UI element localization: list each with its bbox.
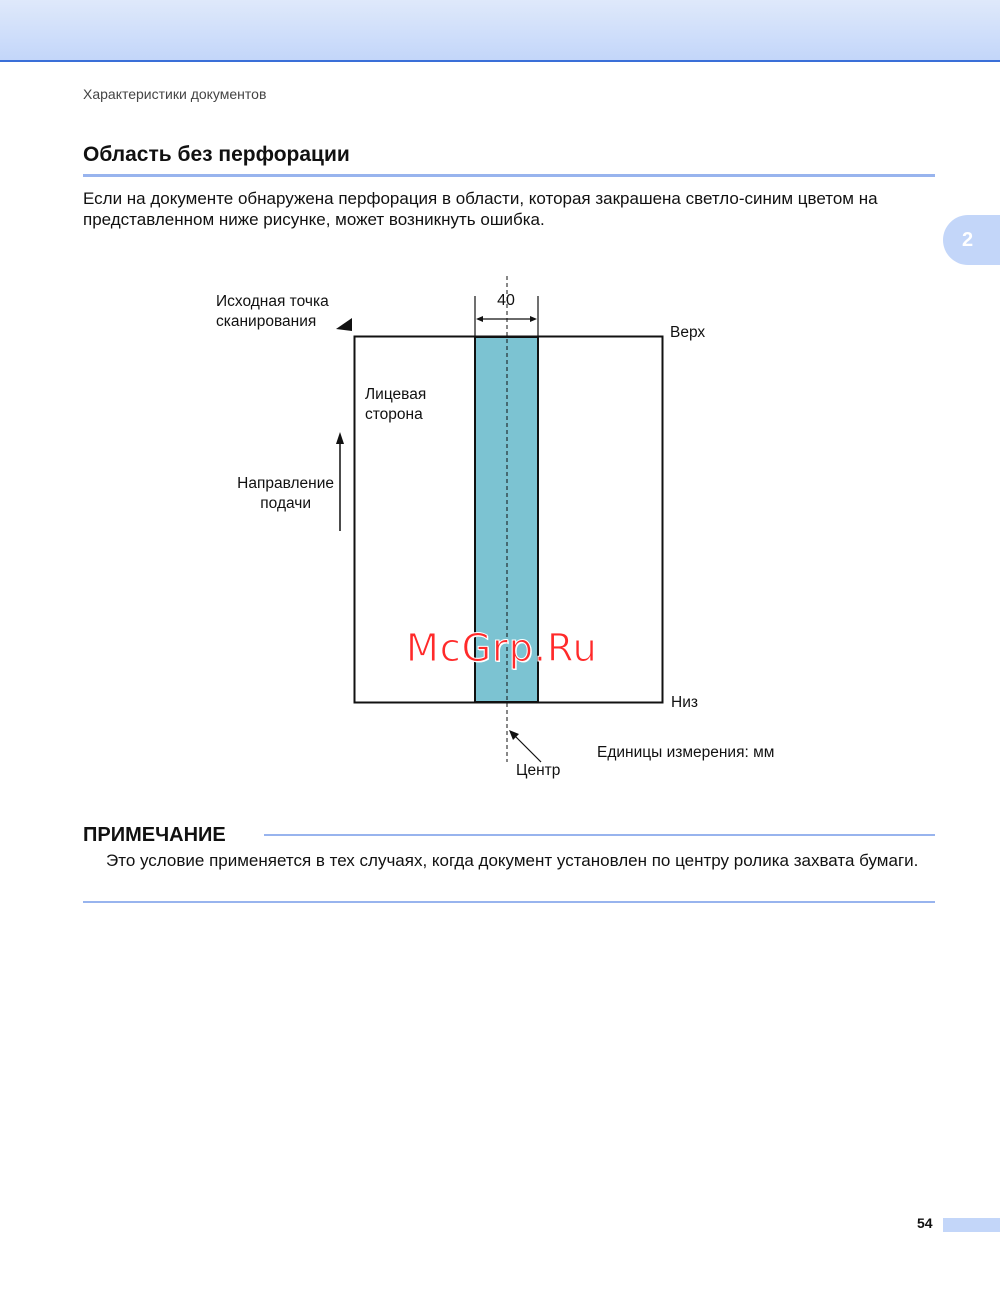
center-pointer-line: [512, 733, 541, 762]
scan-origin-label-line1: Исходная точка: [216, 293, 329, 310]
scan-origin-label-line2: сканирования: [216, 313, 317, 330]
page-number-band: [943, 1218, 1000, 1232]
center-label: Центр: [516, 762, 561, 779]
page-number: 54: [917, 1215, 933, 1231]
bottom-edge-label: Низ: [671, 694, 698, 711]
note-text: Это условие применяется в тех случаях, когда документ установлен по центру ролика захвата бумаги.: [106, 851, 919, 870]
section-title: Область без перфорации: [83, 143, 350, 166]
feed-direction-arrowhead-icon: [336, 432, 344, 444]
dimension-arrowhead-left: [476, 316, 483, 322]
face-side-label-line1: Лицевая: [365, 386, 427, 403]
feed-direction-label-line1: Направление: [237, 475, 334, 492]
width-dimension-value: 40: [497, 292, 515, 309]
chapter-tab: 2: [943, 215, 1000, 265]
scan-origin-marker-icon: [336, 318, 352, 331]
feed-direction-label-line2: подачи: [260, 495, 311, 512]
dimension-arrowhead-right: [530, 316, 537, 322]
note-title-rule: [264, 834, 935, 836]
note-title: ПРИМЕЧАНИЕ: [83, 824, 226, 846]
running-head: Характеристики документов: [83, 86, 267, 102]
note-bottom-rule: [83, 901, 935, 903]
units-label: Единицы измерения: мм: [597, 744, 775, 761]
face-side-label-line2: сторона: [365, 406, 423, 423]
watermark: McGrp.Ru: [406, 626, 598, 670]
intro-paragraph: Если на документе обнаружена перфорация в области, которая закрашена светло-синим цветом на представленном ниже рисунке, может возникнуть ошибка.: [83, 189, 878, 229]
top-edge-label: Верх: [670, 324, 706, 341]
